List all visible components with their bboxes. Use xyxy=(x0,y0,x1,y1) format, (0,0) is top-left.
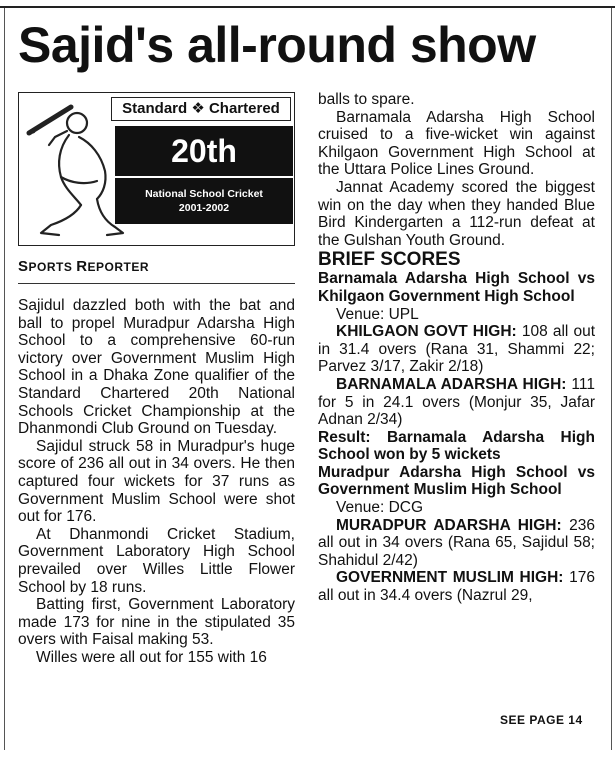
article-left-column xyxy=(18,297,295,666)
paragraph: Batting first, Government Laboratory made 173 for nine in the stipulated 35 overs with Faisal making 53. xyxy=(18,596,295,649)
match-title: Barnamala Adarsha High School vs Khilgaon Government High School xyxy=(318,270,595,305)
byline-rule xyxy=(18,283,295,284)
paragraph: balls to spare. xyxy=(318,91,415,108)
top-rule xyxy=(0,6,615,8)
sponsor-brand xyxy=(111,97,291,121)
paragraph: Sajidul struck 58 in Muradpur's huge score of 236 all out in 34 overs. He then captured four wickets for 37 runs as Government Muslim School were shot out for 176. xyxy=(18,437,295,526)
sponsor-logo xyxy=(18,92,295,246)
scorecard-line: BARNAMALA ADARSHA HIGH: 111 for 5 in 24.1 overs (Monjur 35, Jafar Adnan 2/34) xyxy=(318,375,595,429)
paragraph: Willes were all out for 155 with 16 xyxy=(36,648,267,666)
paragraph: Sajidul dazzled both with the bat and ball to propel Muradpur Adarsha High School to a comprehensive 60-run victory over Government Muslim High School in a Dhaka Zone qualifier of the Standard Chartered 20th National Schools Cricket Championship at the Dhanmondi Club Ground on Tuesday. xyxy=(18,297,295,438)
event-title xyxy=(115,178,293,224)
scorecard-line: GOVERNMENT MUSLIM HIGH: 176 all out in 34.4 overs (Nazrul 29, xyxy=(318,569,595,605)
scorecard-line: KHILGAON GOVT HIGH: 108 all out in 31.4 overs (Rana 31, Shammi 22; Parvez 3/17, Zakir 2/18) xyxy=(318,323,595,376)
match-venue: Venue: DCG xyxy=(336,499,424,517)
brand-mark-icon: ❖ xyxy=(191,100,205,117)
match-result: Result: Barnamala Adarsha High School won by 5 wickets xyxy=(318,428,595,464)
headline: Sajid's all-round show xyxy=(18,17,536,73)
byline: SPORTS REPORTER xyxy=(18,258,150,275)
paragraph: At Dhanmondi Cricket Stadium, Government Laboratory High School prevailed over Willes Little Flower School by 18 runs. xyxy=(18,525,295,596)
scorecard-line: MURADPUR ADARSHA HIGH: 236 all out in 34 overs (Rana 65, Sajidul 58; Shahidul 2/42) xyxy=(318,516,595,569)
brand-name-right: Chartered xyxy=(208,100,280,117)
match-venue: Venue: UPL xyxy=(336,305,419,323)
brief-scores-heading: BRIEF SCORES xyxy=(318,249,461,271)
right-rule xyxy=(611,8,612,750)
paragraph: Jannat Academy scored the biggest win on the day when they handed Blue Bird Kindergarten a 112-run defeat at the Gulshan Youth Ground. xyxy=(318,178,595,249)
article-right-column xyxy=(318,91,595,605)
event-season: 2001-2002 xyxy=(178,202,230,214)
event-name: National School Cricket xyxy=(145,188,263,200)
continuation-link[interactable]: SEE PAGE 14 xyxy=(500,713,583,727)
paragraph: Barnamala Adarsha High School cruised to a five-wicket win against Khilgaon Government High School at the Uttara Police Lines Ground. xyxy=(318,108,595,179)
brand-name-left: Standard xyxy=(122,100,188,117)
edition-number: 20th xyxy=(115,126,293,176)
match-title: Muradpur Adarsha High School vs Government Muslim High School xyxy=(318,463,595,499)
left-rule xyxy=(4,8,5,750)
